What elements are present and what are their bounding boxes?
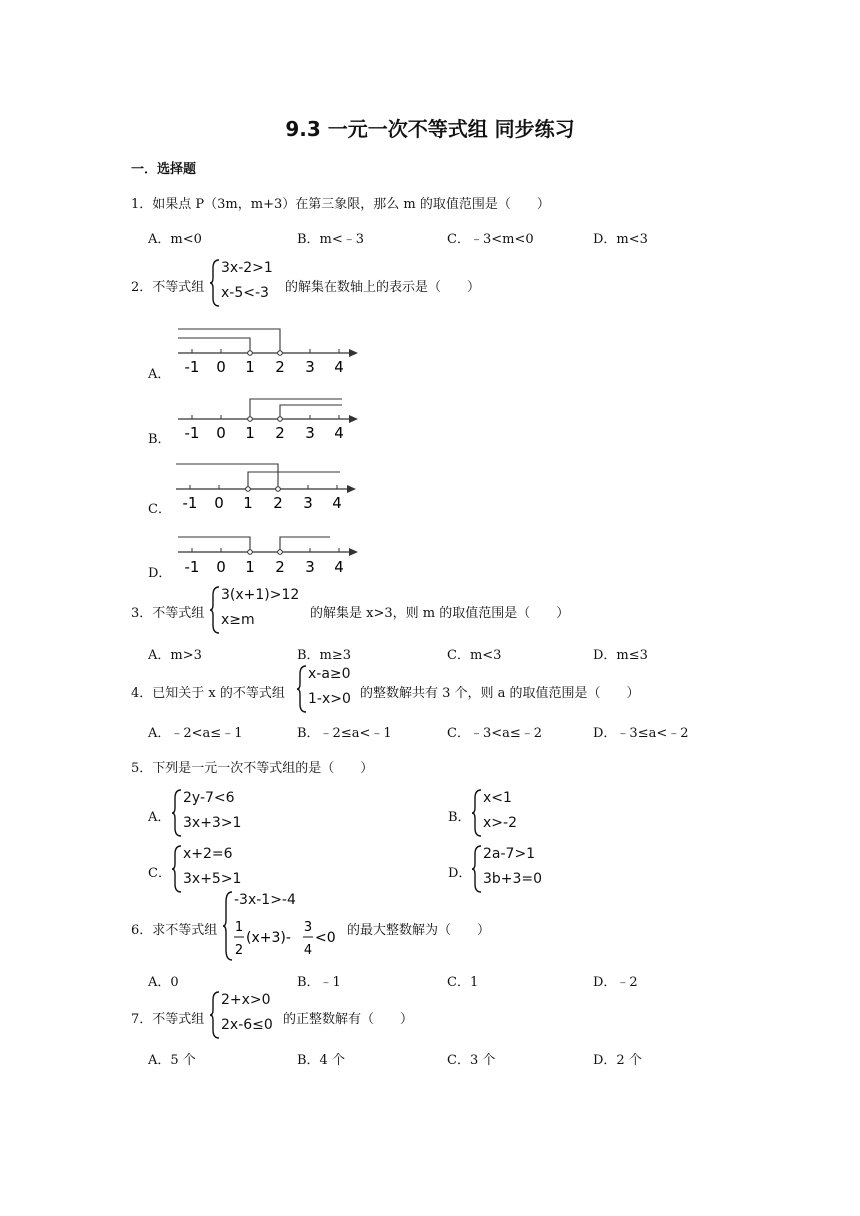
q5-a-line-1: 2y-7<6 <box>183 790 235 806</box>
tick-label: 0 <box>214 494 224 512</box>
q4-inequality-system <box>296 664 366 714</box>
brace-icon <box>171 844 183 894</box>
brace-icon <box>209 258 221 308</box>
brace-icon <box>471 844 483 894</box>
tick-label: 4 <box>334 358 344 376</box>
page-title: 9.3 一元一次不等式组 同步练习 <box>285 117 575 141</box>
q3-option-c: C．m<3 <box>447 648 502 663</box>
tick-label: 0 <box>216 558 226 576</box>
tick-label: -1 <box>184 424 200 442</box>
q7-option-d: D．2 个 <box>593 1053 642 1068</box>
brace-icon <box>209 585 221 635</box>
q5-a-line-2: 3x+3>1 <box>183 815 242 831</box>
brace-icon <box>471 788 483 838</box>
q5-option-b-system <box>471 788 551 838</box>
q7-option-b: B．4 个 <box>297 1053 345 1068</box>
tick-label: 2 <box>273 494 283 512</box>
q4-option-a: A．﹣2<a≤﹣1 <box>148 726 243 741</box>
q1-option-c: C．﹣3<m<0 <box>447 232 534 247</box>
q6-line-2 <box>234 916 346 960</box>
q4-option-c: C．﹣3<a≤﹣2 <box>447 726 543 741</box>
tick-label: 1 <box>245 358 255 376</box>
q2-option-c-label: C． <box>148 502 171 517</box>
q4-option-d: D．﹣3≤a<﹣2 <box>593 726 689 741</box>
tick-label: 3 <box>305 358 315 376</box>
q5-option-b-label: B． <box>448 810 471 825</box>
q5-b-line-1: x<1 <box>483 790 512 806</box>
tick-label: 0 <box>216 358 226 376</box>
tick-label: 1 <box>245 558 255 576</box>
q2-number-line-b <box>172 392 364 442</box>
question-4-prefix: 4．已知关于 x 的不等式组 <box>131 686 285 701</box>
tick-label: 0 <box>216 424 226 442</box>
q5-option-d-system <box>471 844 571 894</box>
q2-option-b-label: B． <box>148 432 171 447</box>
fraction-denominator: 4 <box>303 943 313 958</box>
q3-inequality-system <box>209 585 319 635</box>
q1-option-d: D．m<3 <box>593 232 648 247</box>
question-7-suffix: 的正整数解有（ ） <box>283 1012 414 1027</box>
q2-number-line-a <box>172 322 364 378</box>
question-2-suffix: 的解集在数轴上的表示是（ ） <box>285 280 481 295</box>
tick-label: -1 <box>184 558 200 576</box>
q2-number-line-c <box>170 456 362 512</box>
question-4-suffix: 的整数解共有 3 个，则 a 的取值范围是（ ） <box>360 686 640 701</box>
fraction-denominator: 2 <box>234 943 244 958</box>
q7-line-2: 2x-6≤0 <box>221 1017 273 1033</box>
tick-label: 2 <box>275 424 285 442</box>
q3-option-b: B．m≥3 <box>297 648 352 663</box>
tick-label: -1 <box>182 494 198 512</box>
q5-b-line-2: x>-2 <box>483 815 517 831</box>
q4-line-2: 1-x>0 <box>308 691 351 707</box>
q2-line-1: 3x-2>1 <box>221 260 273 276</box>
q6-line-1: -3x-1>-4 <box>234 892 296 908</box>
question-2-prefix: 2．不等式组 <box>131 280 205 295</box>
q6-line-2-end: <0 <box>315 930 336 946</box>
question-5: 5．下列是一元一次不等式组的是（ ） <box>131 761 374 776</box>
q6-option-a: A．0 <box>148 975 179 990</box>
question-7-prefix: 7．不等式组 <box>131 1012 205 1027</box>
tick-label: 2 <box>275 558 285 576</box>
brace-icon <box>296 664 308 714</box>
fraction-numerator: 1 <box>234 920 244 935</box>
q2-number-line-d <box>172 528 364 578</box>
tick-label: 3 <box>303 494 313 512</box>
q7-option-a: A．5 个 <box>148 1053 196 1068</box>
q6-option-d: D．﹣2 <box>593 975 638 990</box>
q3-option-a: A．m>3 <box>148 648 202 663</box>
brace-icon <box>209 990 221 1040</box>
tick-label: 4 <box>332 494 342 512</box>
q2-inequality-system <box>209 258 289 308</box>
question-6-suffix: 的最大整数解为（ ） <box>347 923 491 938</box>
question-1: 1．如果点 P（3m，m+3）在第三象限，那么 m 的取值范围是（ ） <box>131 197 550 212</box>
q6-option-b: B．﹣1 <box>297 975 341 990</box>
brace-icon <box>222 890 234 962</box>
q3-option-d: D．m≤3 <box>593 648 648 663</box>
q7-inequality-system <box>209 990 289 1040</box>
question-6-prefix: 6．求不等式组 <box>131 923 218 938</box>
tick-label: 2 <box>275 358 285 376</box>
tick-label: 1 <box>243 494 253 512</box>
q7-line-1: 2+x>0 <box>221 992 271 1008</box>
q4-line-1: x-a≥0 <box>308 666 351 682</box>
q5-d-line-1: 2a-7>1 <box>483 846 536 862</box>
tick-label: 4 <box>334 558 344 576</box>
q6-inequality-system <box>222 890 347 962</box>
q7-option-c: C．3 个 <box>447 1053 496 1068</box>
q2-option-a-label: A． <box>148 367 171 382</box>
q5-option-c-label: C． <box>148 866 171 881</box>
q5-option-a-system <box>171 788 271 838</box>
q1-option-a: A．m<0 <box>148 232 202 247</box>
section-heading: 一．选择题 <box>131 162 197 177</box>
tick-label: 3 <box>305 424 315 442</box>
q6-line-2-mid: (x+3)- <box>246 930 291 946</box>
tick-label: -1 <box>184 358 200 376</box>
q5-d-line-2: 3b+3=0 <box>483 871 543 887</box>
q3-line-1: 3(x+1)>12 <box>221 587 300 603</box>
q5-c-line-1: x+2=6 <box>183 846 233 862</box>
brace-icon <box>171 788 183 838</box>
q3-line-2: x≥m <box>221 612 255 628</box>
q2-option-d-label: D． <box>148 566 172 581</box>
tick-label: 1 <box>245 424 255 442</box>
q5-c-line-2: 3x+5>1 <box>183 871 242 887</box>
fraction-numerator: 3 <box>303 920 313 935</box>
q4-option-b: B．﹣2≤a<﹣1 <box>297 726 392 741</box>
question-3-suffix: 的解集是 x>3，则 m 的取值范围是（ ） <box>310 606 570 621</box>
tick-label: 4 <box>334 424 344 442</box>
tick-label: 3 <box>305 558 315 576</box>
q5-option-d-label: D． <box>448 866 472 881</box>
question-3-prefix: 3．不等式组 <box>131 606 205 621</box>
q5-option-c-system <box>171 844 271 894</box>
q1-option-b: B．m<﹣3 <box>297 232 365 247</box>
q6-option-c: C．1 <box>447 975 479 990</box>
q5-option-a-label: A． <box>148 810 171 825</box>
q2-line-2: x-5<-3 <box>221 285 269 301</box>
